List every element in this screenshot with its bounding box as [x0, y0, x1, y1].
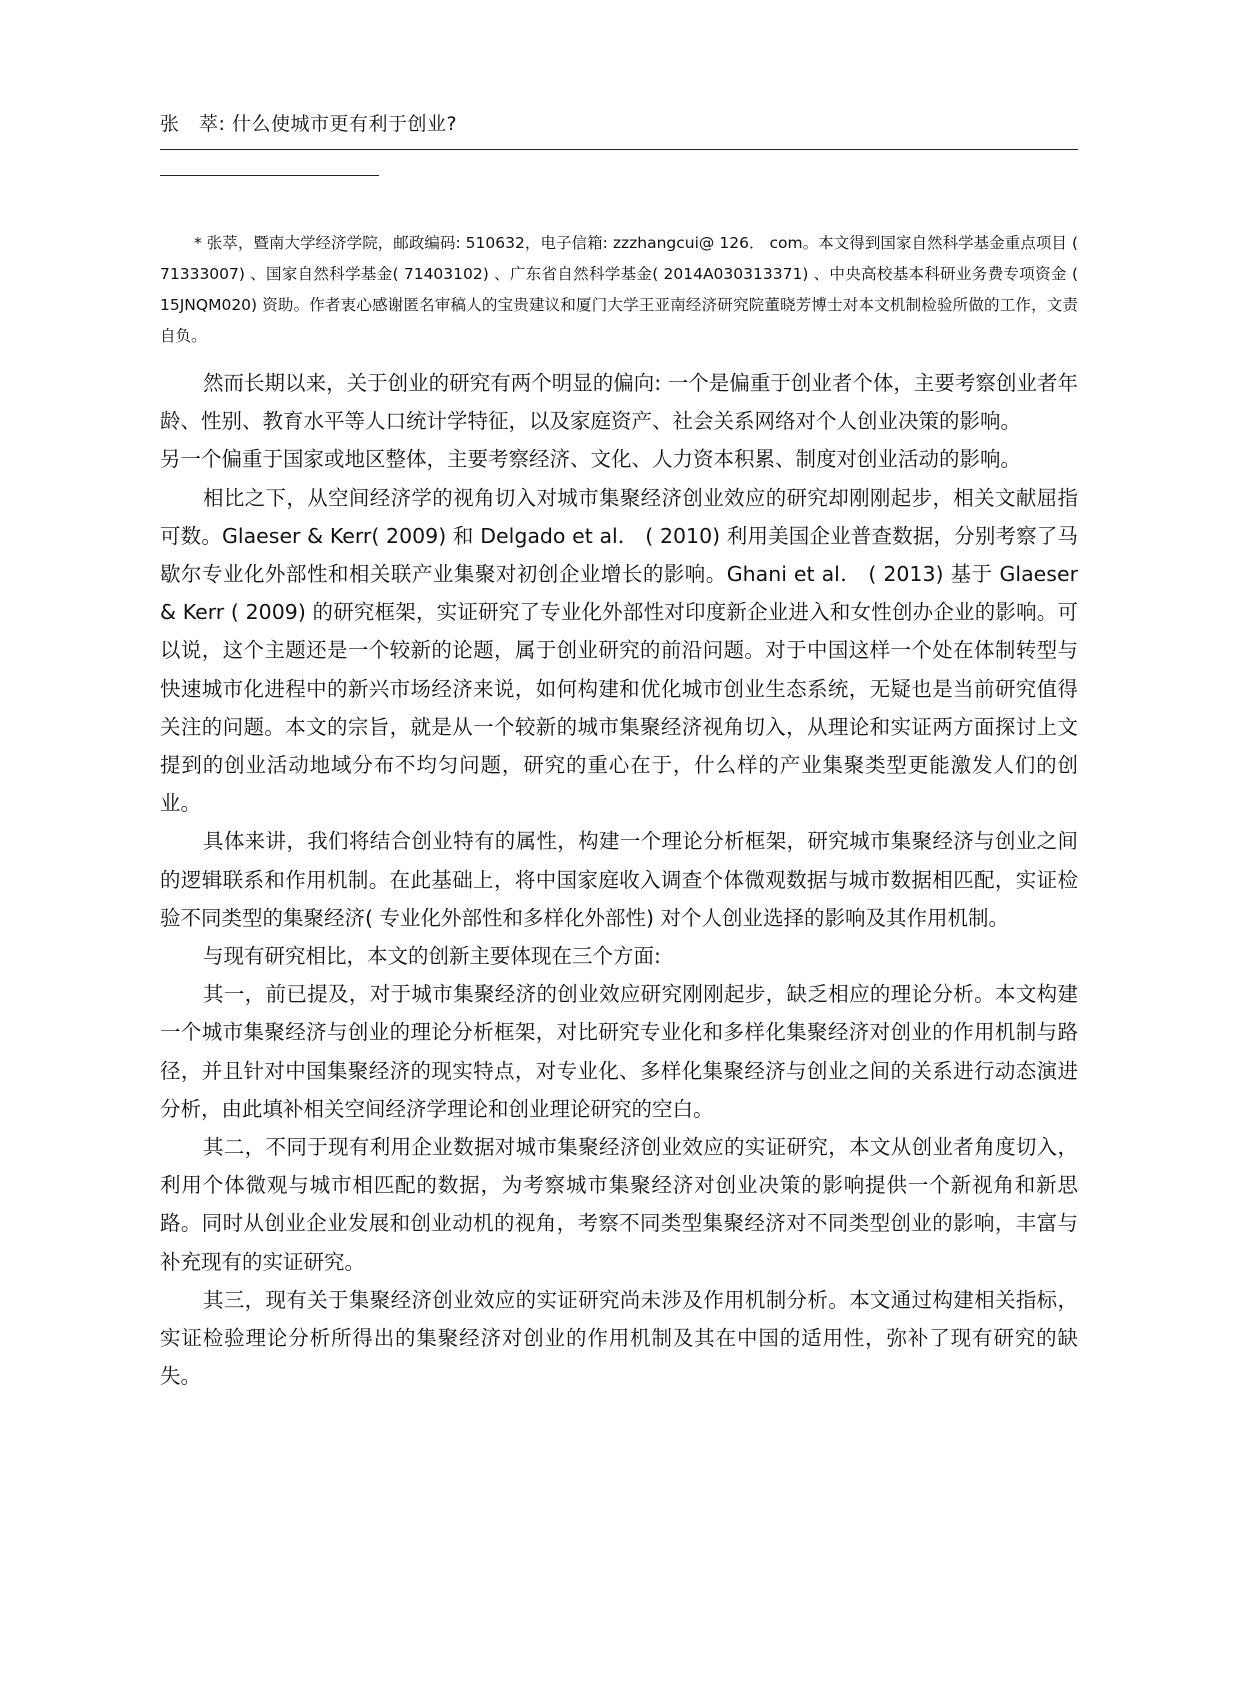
body-text: [160, 364, 1078, 1395]
paragraph: 另一个偏重于国家或地区整体，主要考察经济、文化、人力资本积累、制度对创业活动的影响。: [160, 447, 1021, 472]
paragraph: 具体来讲，我们将结合创业特有的属性，构建一个理论分析框架，研究城市集聚经济与创业之间的逻辑联系和作用机制。在此基础上，将中国家庭收入调查个体微观数据与城市数据相匹配，实证检验不同类型的集聚经济( 专业化外部性和多样化外部性) 对个人创业选择的影响及其作用机制。: [160, 829, 1078, 930]
paragraph: 其三，现有关于集聚经济创业效应的实证研究尚未涉及作用机制分析。本文通过构建相关指标，实证检验理论分析所得出的集聚经济对创业的作用机制及其在中国的适用性，弥补了现有研究的缺失。: [160, 1287, 1078, 1389]
header-rule: [160, 149, 1078, 150]
paragraph: 其二，不同于现有利用企业数据对城市集聚经济创业效应的实证研究，本文从创业者角度切入，利用个体微观与城市相匹配的数据，为考察城市集聚经济对创业决策的影响提供一个新视角和新思路。同时从创业企业发展和创业动机的视角，考察不同类型集聚经济对不同类型创业的影响，丰富与补充现有的实证研究。: [160, 1135, 1078, 1274]
author-footnote: [160, 228, 1078, 352]
paragraph: 其一，前已提及，对于城市集聚经济的创业效应研究刚刚起步，缺乏相应的理论分析。本文构建一个城市集聚经济与创业的理论分析框架，对比研究专业化和多样化集聚经济对创业的作用机制与路径，并且针对中国集聚经济的现实特点，对专业化、多样化集聚经济与创业之间的关系进行动态演进分析，由此填补相关空间经济学理论和创业理论研究的空白。: [160, 982, 1078, 1121]
paragraph: 与现有研究相比，本文的创新主要体现在三个方面:: [203, 944, 661, 969]
paragraph: 相比之下，从空间经济学的视角切入对城市集聚经济创业效应的研究却刚刚起步，相关文献屈指可数。Glaeser & Kerr( 2009) 和 Delgado et al． ( 2010) 利用美国企业普查数据，分别考察了马歇尔专业化外部性和相关联产业集聚对初创企业增长的影响。Ghani et al． ( 2013) 基于 Glaeser & Kerr ( 2009) 的研究框架，实证研究了专业化外部性对印度新企业进入和女性创办企业的影响。可以说，这个主题还是一个较新的论题，属于创业研究的前沿问题。对于中国这样一个处在体制转型与快速城市化进程中的新兴市场经济来说，如何构建和优化城市创业生态系统，无疑也是当前研究值得关注的问题。本文的宗旨，就是从一个较新的城市集聚经济视角切入，从理论和实证两方面探讨上文提到的创业活动地域分布不均匀问题，研究的重心在于，什么样的产业集聚类型更能激发人们的创业。: [160, 485, 1078, 816]
footnote-rule: [160, 175, 379, 176]
running-header: 张 萃: 什么使城市更有利于创业?: [160, 113, 458, 135]
footnote-text: * 张萃，暨南大学经济学院，邮政编码: 510632，电子信箱: zzzhangcui@ 126． com。本文得到国家自然科学基金重点项目 ( 71333007) 、国家自然科学基金( 71403102) 、广东省自然科学基金( 2014A030313371) 、中央高校基本科研业务费专项资金 ( 15JNQM020) 资助。作者衷心感谢匿名审稿人的宝贵建议和厦门大学王亚南经济研究院董晓芳博士对本文机制检验所做的工作，文责自负。: [160, 234, 1078, 345]
paragraph: 然而长期以来，关于创业的研究有两个明显的偏向: 一个是偏重于创业者个体，主要考察创业者年龄、性别、教育水平等人口统计学特征，以及家庭资产、社会关系网络对个人创业决策的影响。: [160, 371, 1078, 434]
